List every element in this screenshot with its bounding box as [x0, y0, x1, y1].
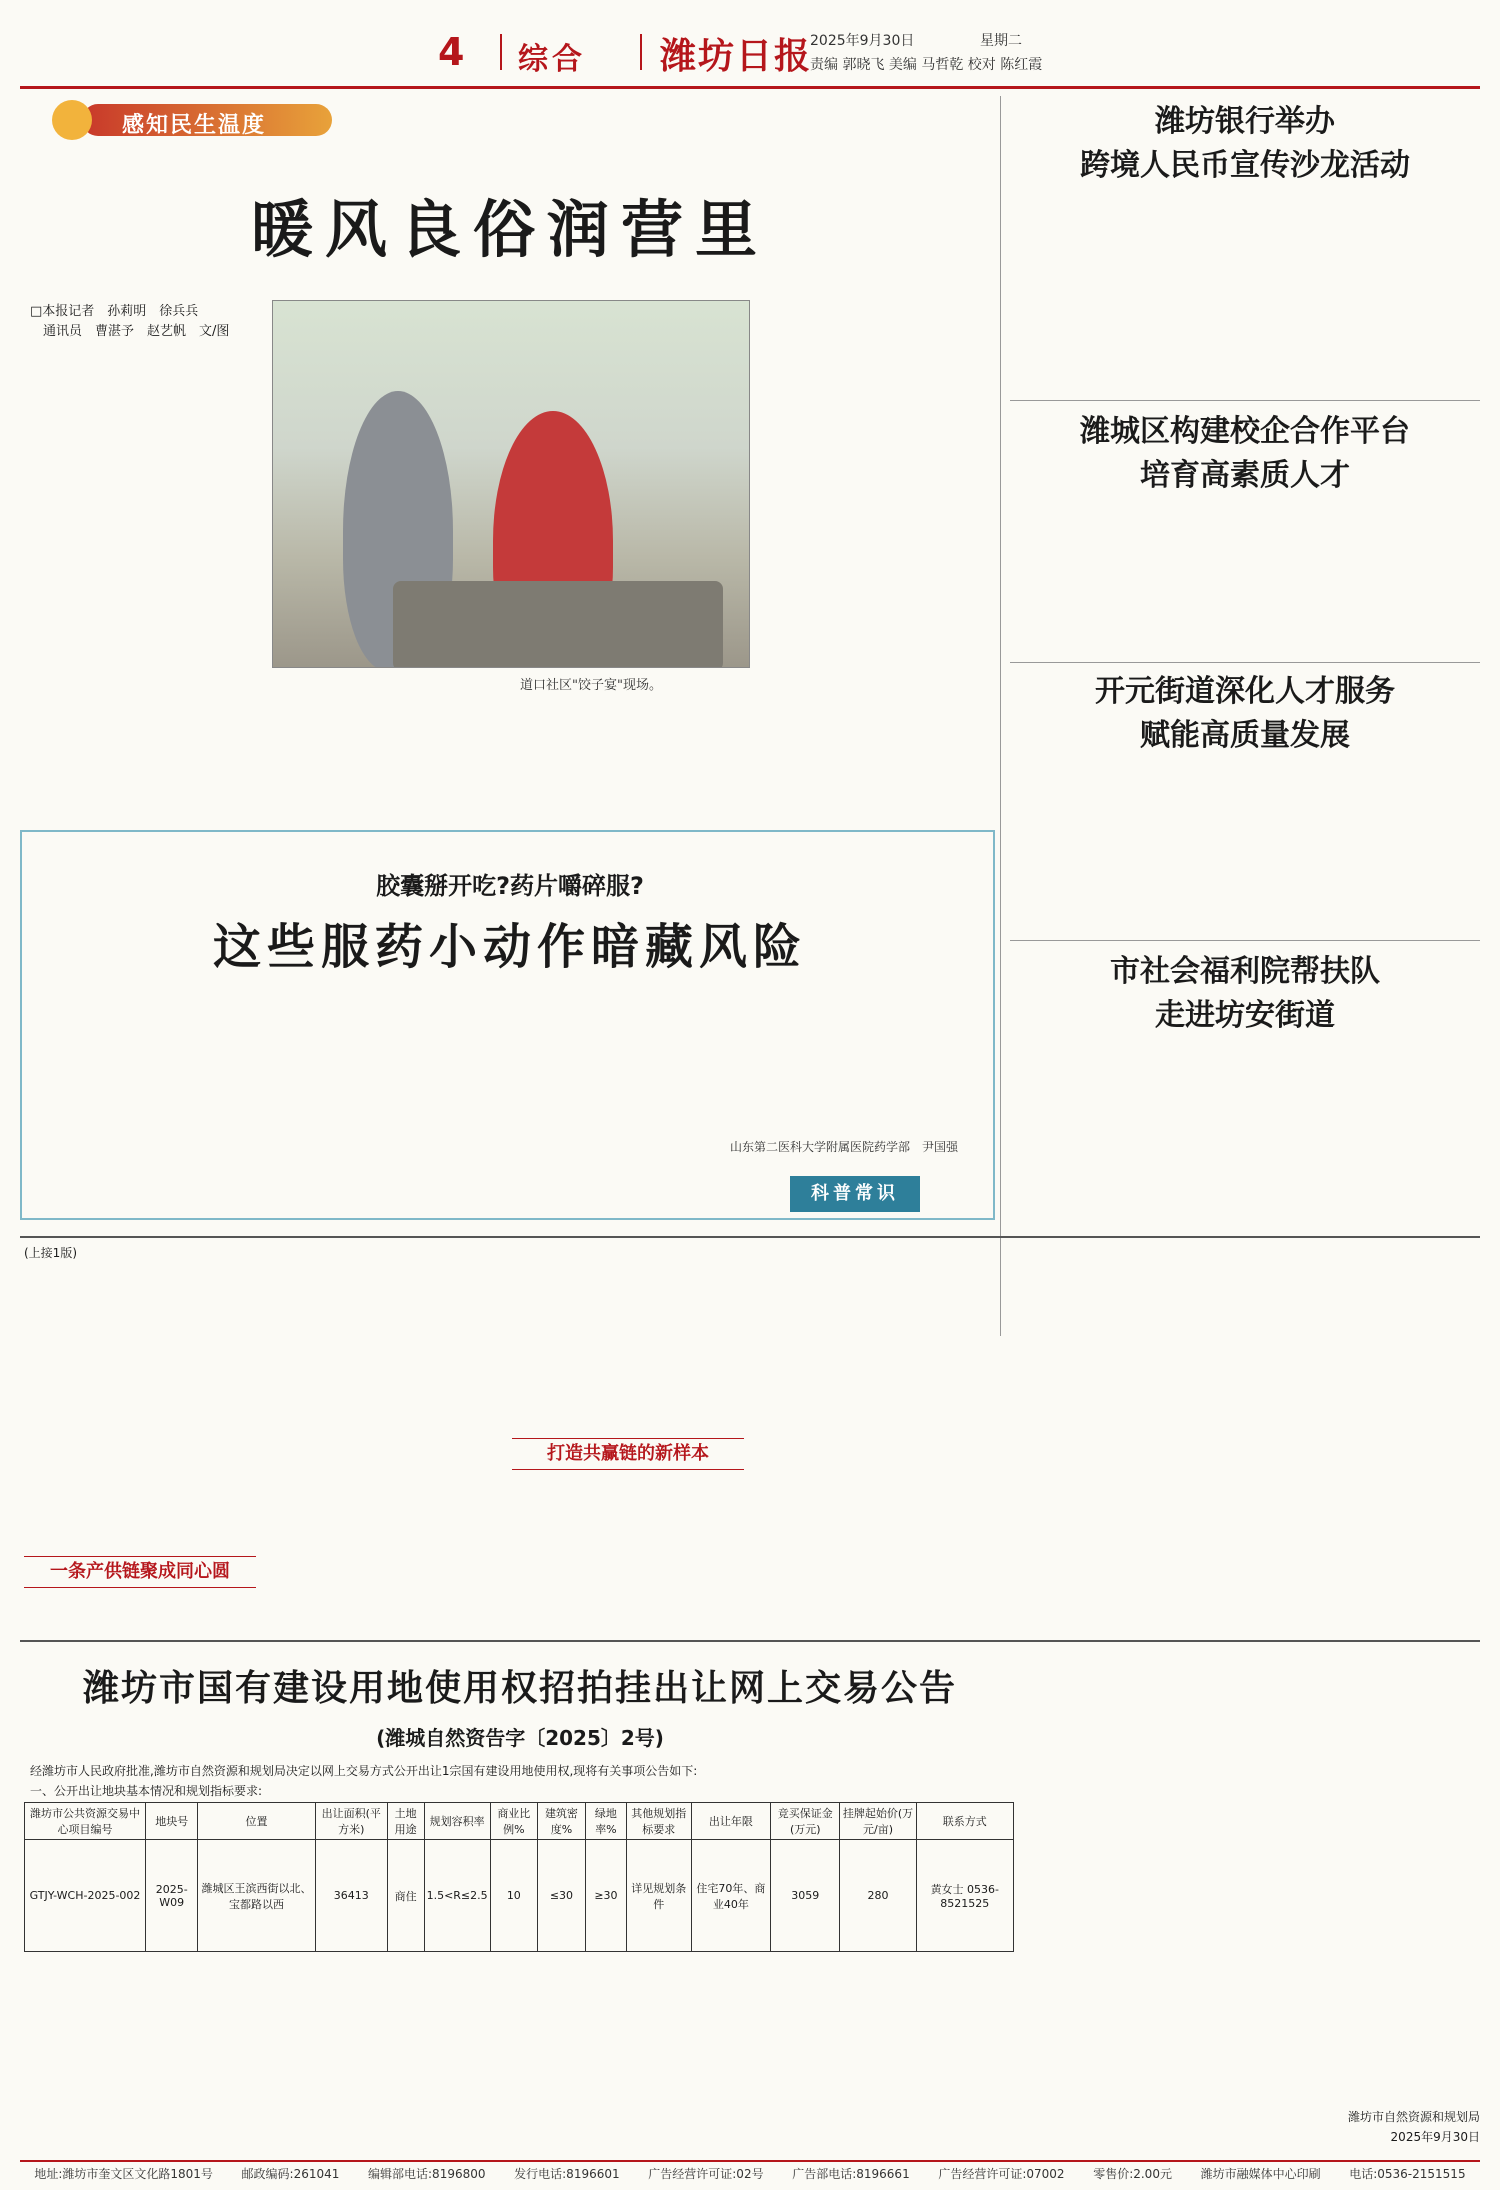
lower-col-4 — [756, 1244, 988, 1634]
science-lead: 胶囊掰开吃?药片嚼碎服? — [376, 872, 644, 900]
footer-item: 邮政编码:261041 — [241, 2166, 340, 2181]
announcement-col-5 — [1024, 1656, 1244, 2146]
column-rule — [1000, 96, 1001, 1336]
parcel-table-header-cell: 规划容积率 — [424, 1803, 490, 1840]
parcel-table-header-cell: 其他规划指标要求 — [626, 1803, 691, 1840]
footer-item: 潍坊市融媒体中心印刷 — [1200, 2166, 1321, 2181]
page-number: 4 — [438, 30, 465, 74]
parcel-table-cell: 36413 — [315, 1840, 387, 1952]
story-rule — [1010, 400, 1480, 401]
main-col-2 — [30, 752, 262, 832]
parcel-table-header-cell: 商业比例% — [490, 1803, 537, 1840]
header-rule — [20, 86, 1480, 89]
parcel-table-header-cell: 竞买保证金(万元) — [771, 1803, 840, 1840]
footer-item: 发行电话:8196601 — [514, 2166, 620, 2181]
main-photo — [272, 300, 750, 668]
column-banner — [22, 96, 342, 140]
section-rule — [20, 1640, 1480, 1642]
byline-contributors: 通讯员 曹湛予 赵艺帆 文/图 — [30, 324, 230, 339]
right-story-1-col-1 — [1012, 198, 1237, 388]
right-story-3-col-1 — [1012, 766, 1237, 931]
main-col-1 — [30, 350, 262, 750]
announcement-title: 潍坊市国有建设用地使用权招拍挂出让网上交易公告 — [82, 1667, 957, 1709]
lower-col-2 — [268, 1244, 500, 1634]
footer-item: 零售价:2.00元 — [1093, 2166, 1172, 2181]
editor-credits: 责编 郭晓飞 美编 马哲乾 校对 陈红霞 — [810, 57, 1043, 73]
photo-caption: 道口社区"饺子宴"现场。 — [520, 678, 662, 693]
right-story-4-title — [1010, 950, 1480, 1038]
announcement-col-4 — [756, 1958, 1006, 2148]
continued-label: (上接1版) — [24, 1246, 77, 1260]
footer-item: 广告部电话:8196661 — [792, 2166, 910, 2181]
science-col-4 — [730, 990, 970, 1130]
issue-weekday: 星期二 — [980, 33, 1022, 49]
announcement-intro: 经潍坊市人民政府批准,潍坊市自然资源和规划局决定以网上交易方式公开出让1宗国有建设用地使用权,现将有关事项公告如下: — [30, 1764, 698, 1778]
parcel-table-header-cell: 位置 — [198, 1803, 315, 1840]
header-divider — [640, 34, 642, 70]
right-story-4-col-1 — [1012, 1044, 1237, 1224]
byline-reporters: □本报记者 孙莉明 徐兵兵 — [30, 304, 199, 319]
right-story-3-title-line1: 开元街道深化人才服务 — [1095, 674, 1395, 709]
parcel-table-cell: ≤30 — [537, 1840, 585, 1952]
right-story-3-col-2 — [1248, 766, 1473, 931]
right-story-2-col-2 — [1248, 508, 1473, 668]
main-col-5 — [510, 700, 750, 830]
parcel-table-cell: 潍城区王滨西街以北、宝都路以西 — [198, 1840, 315, 1952]
parcel-table-header-cell: 土地用途 — [387, 1803, 424, 1840]
right-story-3-title — [1010, 670, 1480, 758]
science-col-3 — [500, 990, 718, 1210]
page-footer — [20, 2160, 1480, 2184]
lower-col-1 — [24, 1262, 256, 1552]
parcel-table-row — [25, 1840, 1014, 1952]
parcel-table-header-cell: 绿地率% — [585, 1803, 626, 1840]
parcel-table-cell: 2025-W09 — [146, 1840, 198, 1952]
parcel-table-cell: 黄女士 0536-8521525 — [916, 1840, 1013, 1952]
main-col-4 — [272, 700, 502, 830]
section-name: 综合 — [518, 42, 586, 77]
parcel-table — [24, 1802, 1014, 1952]
parcel-table-cell: 10 — [490, 1840, 537, 1952]
main-byline — [30, 302, 229, 342]
parcel-table-header — [25, 1803, 1014, 1840]
right-story-2-title-line1: 潍城区构建校企合作平台 — [1080, 414, 1410, 449]
right-story-4-title-line1: 市社会福利院帮扶队 — [1110, 954, 1380, 989]
lower-col-3 — [512, 1244, 744, 1434]
lower-col-3b — [512, 1474, 744, 1634]
announcement-col-2 — [268, 1958, 500, 2148]
issue-date: 2025年9月30日 — [810, 33, 915, 49]
parcel-table-cell: 3059 — [771, 1840, 840, 1952]
right-story-1-title-line2: 跨境人民币宣传沙龙活动 — [1080, 148, 1410, 183]
banner-text: 感知民生温度 — [122, 113, 267, 138]
parcel-table-header-cell: 潍坊市公共资源交易中心项目编号 — [25, 1803, 146, 1840]
parcel-table-cell: 1.5<R≤2.5 — [424, 1840, 490, 1952]
paper-logo: 潍坊日报 — [660, 35, 813, 77]
right-story-2-col-1 — [1012, 508, 1237, 668]
header-divider — [500, 34, 502, 70]
announcement-col-3 — [512, 1958, 744, 2148]
footer-item: 电话:0536-2151515 — [1349, 2166, 1466, 2181]
science-author: 山东第二医科大学附属医院药学部 尹国强 — [730, 1140, 959, 1154]
right-story-1-title-line1: 潍坊银行举办 — [1155, 104, 1335, 139]
parcel-table-cell: 住宅70年、商业40年 — [691, 1840, 770, 1952]
footer-item: 广告经营许可证:02号 — [648, 2166, 764, 2181]
parcel-table-cell: 详见规划条件 — [626, 1840, 691, 1952]
parcel-table-header-cell: 联系方式 — [916, 1803, 1013, 1840]
lower-col-1b — [24, 1592, 256, 1632]
parcel-table-header-cell: 出让年限 — [691, 1803, 770, 1840]
science-col-2 — [270, 990, 488, 1210]
science-col-1 — [40, 990, 258, 1210]
parcel-table-header-cell: 挂牌起始价(万元/亩) — [840, 1803, 916, 1840]
main-headline: 暖风良俗润营里 — [250, 193, 769, 266]
lower-col-5 — [1000, 1244, 1232, 1634]
parcel-table-header-cell: 出让面积(平方米) — [315, 1803, 387, 1840]
parcel-table-cell: ≥30 — [585, 1840, 626, 1952]
story-rule — [1010, 662, 1480, 663]
right-story-2-title-line2: 培育高素质人才 — [1140, 458, 1350, 493]
right-story-1-title — [1010, 100, 1480, 188]
footer-item: 编辑部电话:8196800 — [368, 2166, 486, 2181]
story-rule — [1010, 940, 1480, 941]
main-col-3 — [758, 300, 988, 820]
footer-item: 广告经营许可证:07002 — [938, 2166, 1065, 2181]
sun-icon — [52, 100, 92, 140]
announcement-section-1: 一、公开出让地块基本情况和规划指标要求: — [30, 1784, 263, 1798]
announcement-date: 2025年9月30日 — [1390, 2130, 1480, 2144]
parcel-table-cell: GTJY-WCH-2025-002 — [25, 1840, 146, 1952]
announcement-col-6 — [1254, 1656, 1480, 2096]
footer-item: 地址:潍坊市奎文区文化路1801号 — [34, 2166, 213, 2181]
right-story-1-col-2 — [1248, 198, 1473, 388]
announcement-col-1 — [24, 1958, 256, 2148]
announcement-signature: 潍坊市自然资源和规划局 — [1347, 2110, 1480, 2124]
right-story-4-title-line2: 走进坊安街道 — [1155, 998, 1335, 1033]
science-badge: 科普常识 — [790, 1176, 920, 1212]
lower-subhead-2: 打造共赢链的新样本 — [512, 1438, 744, 1470]
section-rule — [20, 1236, 1480, 1238]
parcel-table-cell: 商住 — [387, 1840, 424, 1952]
right-story-3-title-line2: 赋能高质量发展 — [1140, 718, 1350, 753]
announcement-subtitle: (潍城自然资告字〔2025〕2号) — [376, 1726, 664, 1750]
parcel-table-header-cell: 建筑密度% — [537, 1803, 585, 1840]
lower-subhead-1: 一条产供链聚成同心圆 — [24, 1556, 256, 1588]
lower-col-6 — [1244, 1244, 1480, 1634]
parcel-table-cell: 280 — [840, 1840, 916, 1952]
photo-table — [393, 581, 723, 668]
right-story-2-title — [1010, 410, 1480, 498]
science-headline: 这些服药小动作暗藏风险 — [212, 919, 807, 975]
right-story-4-col-2 — [1248, 1044, 1473, 1224]
parcel-table-header-cell: 地块号 — [146, 1803, 198, 1840]
